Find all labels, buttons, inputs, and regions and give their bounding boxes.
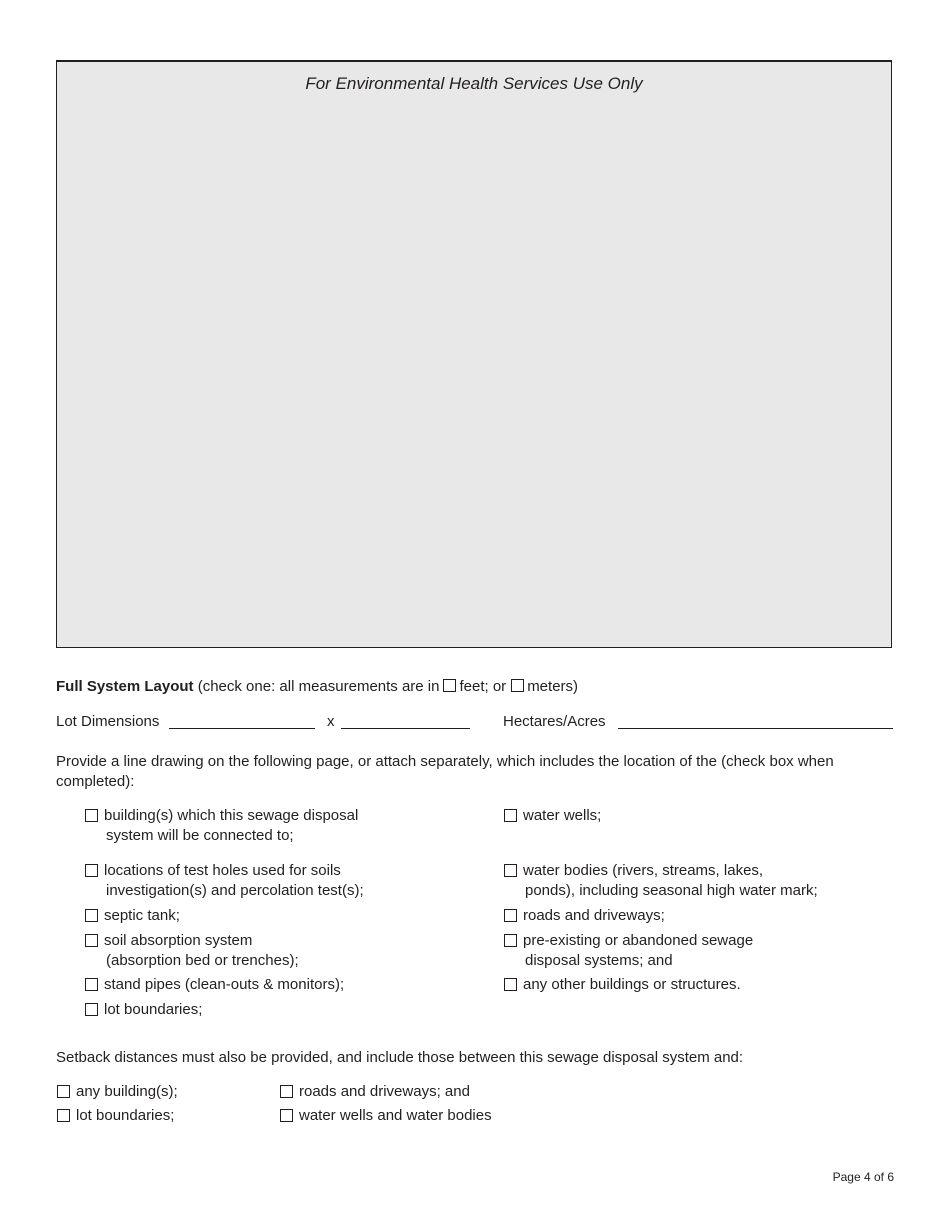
lot-dimensions-label: Lot Dimensions bbox=[56, 713, 160, 730]
drawing-instruction-line1: Provide a line drawing on the following page, or attach separately, which includes the location of the (check box when bbox=[56, 753, 834, 770]
checklist-item-text: lot boundaries; bbox=[104, 1001, 203, 1018]
checklist-item-text: ponds), including seasonal high water mark; bbox=[525, 882, 818, 899]
setback-buildings-checkbox[interactable] bbox=[57, 1085, 70, 1098]
soil-absorption-checkbox[interactable] bbox=[85, 934, 98, 947]
setback-item-text: lot boundaries; bbox=[76, 1107, 175, 1124]
setback-item-lot-boundaries bbox=[57, 1106, 174, 1126]
page-number: Page 4 of 6 bbox=[832, 1170, 894, 1184]
setback-item-text: any building(s); bbox=[76, 1083, 178, 1100]
checklist-item-text: water wells; bbox=[523, 807, 602, 824]
setback-water-checkbox[interactable] bbox=[280, 1109, 293, 1122]
lot-width-field[interactable] bbox=[341, 714, 470, 729]
checklist-item-text: stand pipes (clean-outs & monitors); bbox=[104, 976, 345, 993]
stand-pipes-checkbox[interactable] bbox=[85, 978, 98, 991]
septic-tank-checkbox[interactable] bbox=[85, 909, 98, 922]
checklist-item-building bbox=[85, 806, 358, 846]
meters-checkbox[interactable] bbox=[511, 679, 524, 692]
building-checkbox[interactable] bbox=[85, 809, 98, 822]
lot-boundaries-checkbox[interactable] bbox=[85, 1003, 98, 1016]
checklist-item-soil-absorption bbox=[85, 931, 299, 971]
checklist-item-text: any other buildings or structures. bbox=[523, 976, 741, 993]
times-sign: x bbox=[327, 713, 335, 730]
roads-checkbox[interactable] bbox=[504, 909, 517, 922]
water-bodies-checkbox[interactable] bbox=[504, 864, 517, 877]
office-use-only-box bbox=[56, 60, 892, 648]
checklist-item-text: water bodies (rivers, streams, lakes, bbox=[523, 862, 764, 879]
setback-lot-boundaries-checkbox[interactable] bbox=[57, 1109, 70, 1122]
checklist-item-stand-pipes bbox=[85, 975, 344, 995]
setback-item-buildings bbox=[57, 1082, 178, 1102]
setback-item-roads bbox=[280, 1082, 470, 1102]
checklist-item-text: roads and driveways; bbox=[523, 907, 665, 924]
setback-roads-checkbox[interactable] bbox=[280, 1085, 293, 1098]
setback-item-text: roads and driveways; and bbox=[299, 1083, 470, 1100]
checklist-item-septic-tank bbox=[85, 906, 180, 926]
full-system-layout-heading: Full System Layout bbox=[56, 678, 194, 695]
checklist-item-other-buildings bbox=[504, 975, 741, 995]
checklist-item-test-holes bbox=[85, 861, 364, 901]
checklist-item-text: building(s) which this sewage disposal bbox=[104, 807, 359, 824]
hectares-acres-field[interactable] bbox=[618, 714, 893, 729]
checklist-item-text: soil absorption system bbox=[104, 932, 253, 949]
checklist-item-text: pre-existing or abandoned sewage bbox=[523, 932, 754, 949]
office-use-title: For Environmental Health Services Use Only bbox=[305, 74, 643, 93]
lot-dimensions-line bbox=[56, 712, 159, 732]
hectares-acres-label: Hectares/Acres bbox=[503, 713, 606, 730]
feet-checkbox[interactable] bbox=[443, 679, 456, 692]
measurement-instruction: (check one: all measurements are in bbox=[197, 678, 440, 695]
feet-label: feet; or bbox=[459, 678, 507, 695]
pre-existing-systems-checkbox[interactable] bbox=[504, 934, 517, 947]
other-buildings-checkbox[interactable] bbox=[504, 978, 517, 991]
water-wells-checkbox[interactable] bbox=[504, 809, 517, 822]
checklist-item-text: septic tank; bbox=[104, 907, 180, 924]
checklist-item-text: disposal systems; and bbox=[525, 952, 673, 969]
checklist-item-roads bbox=[504, 906, 665, 926]
checklist-item-text: system will be connected to; bbox=[106, 827, 294, 844]
checklist-item-lot-boundaries bbox=[85, 1000, 202, 1020]
drawing-instruction-line2: completed): bbox=[56, 773, 135, 790]
checklist-item-water-bodies bbox=[504, 861, 818, 901]
checklist-item-text: investigation(s) and percolation test(s); bbox=[106, 882, 364, 899]
lot-length-field[interactable] bbox=[169, 714, 315, 729]
full-system-layout-line bbox=[56, 677, 578, 697]
setback-item-water bbox=[280, 1106, 492, 1126]
setback-item-text: water wells and water bodies bbox=[299, 1107, 492, 1124]
test-holes-checkbox[interactable] bbox=[85, 864, 98, 877]
checklist-item-text: (absorption bed or trenches); bbox=[106, 952, 299, 969]
checklist-item-water-wells bbox=[504, 806, 601, 826]
checklist-item-pre-existing-systems bbox=[504, 931, 753, 971]
setback-instruction: Setback distances must also be provided, and include those between this sewage disposal system and: bbox=[56, 1049, 744, 1066]
meters-label: meters) bbox=[527, 678, 579, 695]
checklist-item-text: locations of test holes used for soils bbox=[104, 862, 341, 879]
